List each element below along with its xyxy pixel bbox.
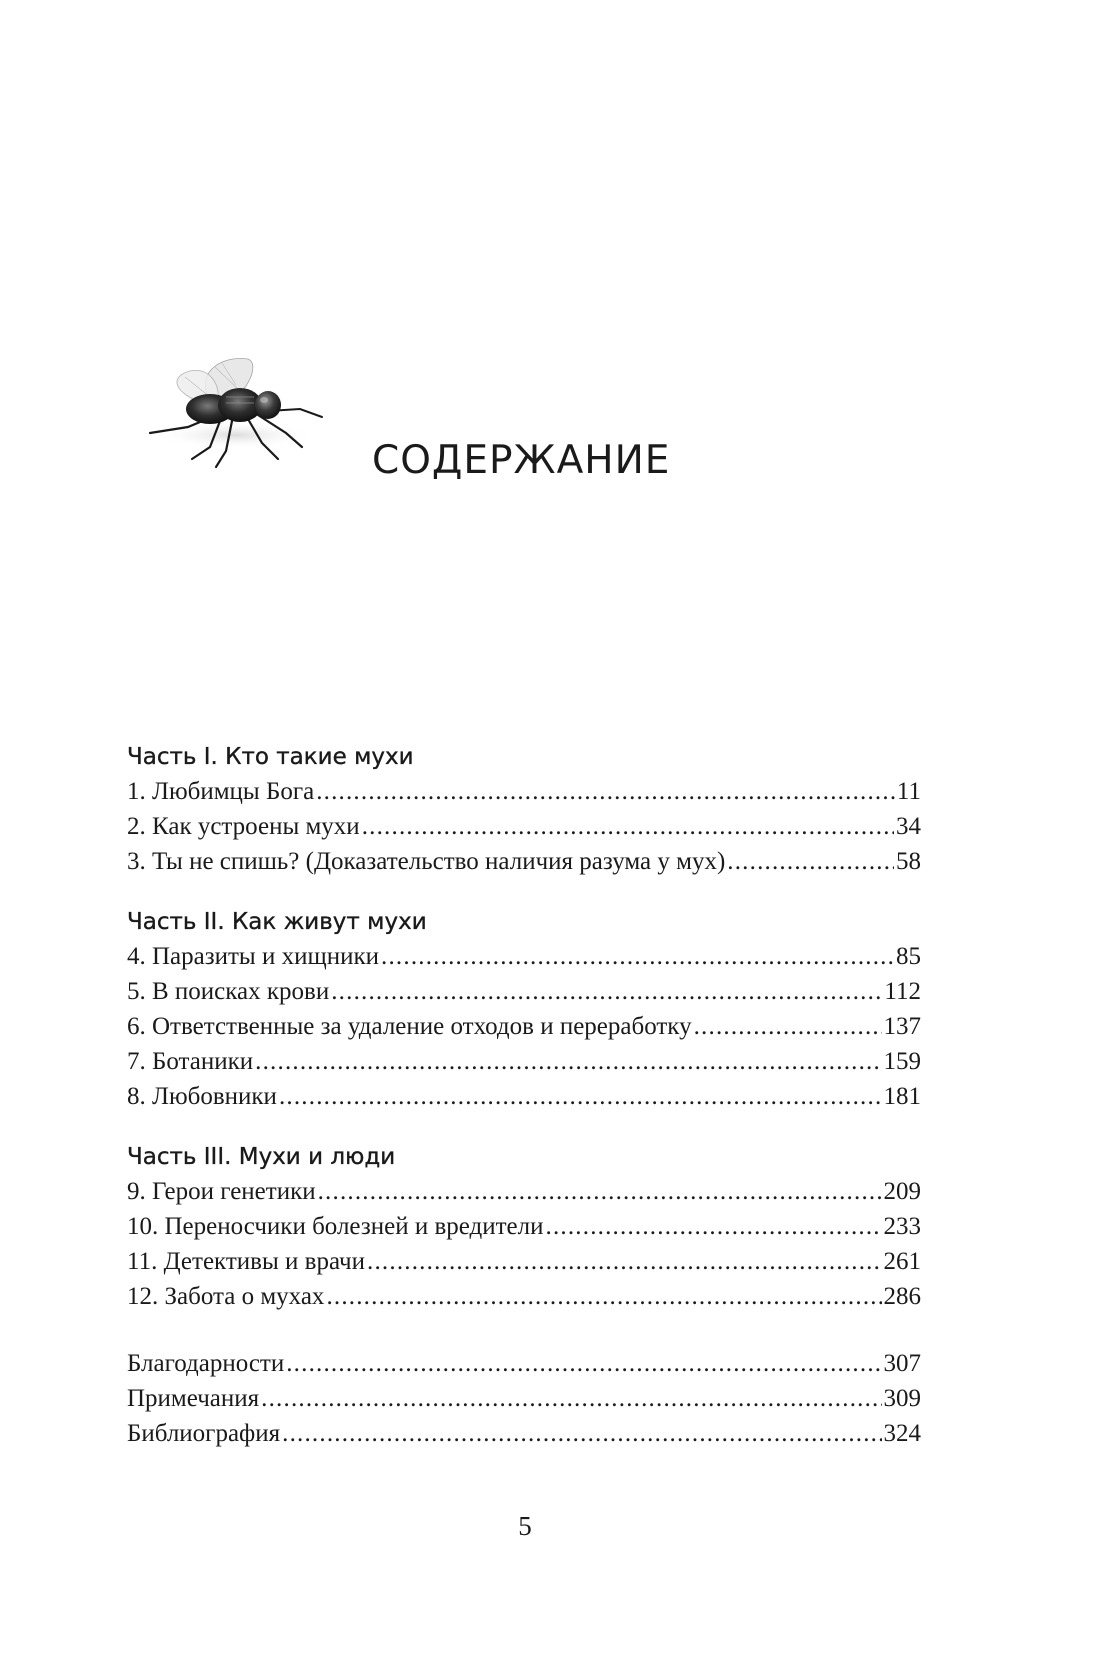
table-of-contents <box>127 740 921 1451</box>
page-ref: 261 <box>883 1248 921 1275</box>
chapter-title: 1. Любимцы Бога <box>127 778 315 805</box>
dot-leader <box>261 1381 881 1416</box>
dot-leader <box>286 1346 881 1381</box>
dot-leader <box>331 974 882 1009</box>
toc-entry-chapter-5[interactable] <box>127 974 921 1009</box>
chapter-title: 3. Ты не спишь? (Доказательство наличия разума у мух) <box>127 848 726 875</box>
chapter-title: 8. Любовники <box>127 1083 277 1110</box>
toc-entry-chapter-1[interactable] <box>127 774 921 809</box>
page-ref: 181 <box>883 1083 921 1110</box>
page-number: 5 <box>518 1511 532 1541</box>
page-ref: 309 <box>883 1385 921 1412</box>
dot-leader <box>316 774 895 809</box>
dot-leader <box>546 1209 882 1244</box>
toc-entry-acknowledgements[interactable] <box>127 1346 921 1381</box>
part-2-title: Часть II. Как живут мухи <box>127 909 427 935</box>
page-ref: 209 <box>883 1178 921 1205</box>
part-3-title: Часть III. Мухи и люди <box>127 1144 396 1170</box>
dot-leader <box>367 1244 881 1279</box>
chapter-title: 6. Ответственные за удаление отходов и переработку <box>127 1013 692 1040</box>
toc-entry-chapter-4[interactable] <box>127 939 921 974</box>
dot-leader <box>282 1416 881 1451</box>
dot-leader <box>279 1079 882 1114</box>
dot-leader <box>727 844 894 879</box>
back-matter-title: Примечания <box>127 1385 260 1412</box>
toc-entry-bibliography[interactable] <box>127 1416 921 1451</box>
housefly-icon <box>140 355 330 475</box>
chapter-title: 7. Ботаники <box>127 1048 254 1075</box>
chapter-title: 11. Детективы и врачи <box>127 1248 366 1275</box>
page-ref: 324 <box>883 1420 921 1447</box>
contents-heading: СОДЕРЖАНИЕ <box>372 438 671 483</box>
page-ref: 307 <box>883 1350 921 1377</box>
toc-entry-chapter-6[interactable] <box>127 1009 921 1044</box>
dot-leader <box>362 809 894 844</box>
toc-entry-chapter-12[interactable] <box>127 1279 921 1314</box>
chapter-title: 5. В поисках крови <box>127 978 330 1005</box>
toc-entry-notes[interactable] <box>127 1381 921 1416</box>
back-matter-title: Благодарности <box>127 1350 285 1377</box>
page-ref: 286 <box>883 1283 921 1310</box>
toc-entry-chapter-3[interactable] <box>127 844 921 879</box>
section-spacer <box>127 879 921 905</box>
toc-entry-chapter-10[interactable] <box>127 1209 921 1244</box>
dot-leader <box>381 939 894 974</box>
dot-leader <box>326 1279 881 1314</box>
page-ref: 85 <box>896 943 921 970</box>
page-ref: 233 <box>883 1213 921 1240</box>
toc-entry-chapter-9[interactable] <box>127 1174 921 1209</box>
section-spacer <box>127 1114 921 1140</box>
back-matter-title: Библиография <box>127 1420 281 1447</box>
chapter-title: 9. Герои генетики <box>127 1178 316 1205</box>
chapter-title: 2. Как устроены мухи <box>127 813 360 840</box>
toc-entry-chapter-11[interactable] <box>127 1244 921 1279</box>
dot-leader <box>694 1009 882 1044</box>
part-1-title: Часть I. Кто такие мухи <box>127 744 414 770</box>
page-ref: 112 <box>884 978 921 1005</box>
dot-leader <box>318 1174 882 1209</box>
toc-entry-chapter-8[interactable] <box>127 1079 921 1114</box>
dot-leader <box>255 1044 881 1079</box>
chapter-title: 10. Переносчики болезней и вредители <box>127 1213 544 1240</box>
toc-entry-chapter-7[interactable] <box>127 1044 921 1079</box>
toc-entry-chapter-2[interactable] <box>127 809 921 844</box>
page-ref: 11 <box>896 778 921 805</box>
chapter-title: 12. Забота о мухах <box>127 1283 325 1310</box>
page-ref: 34 <box>896 813 921 840</box>
page-ref: 58 <box>896 848 921 875</box>
page-ref: 137 <box>883 1013 921 1040</box>
section-spacer <box>127 1314 921 1346</box>
page-ref: 159 <box>883 1048 921 1075</box>
chapter-title: 4. Паразиты и хищники <box>127 943 380 970</box>
